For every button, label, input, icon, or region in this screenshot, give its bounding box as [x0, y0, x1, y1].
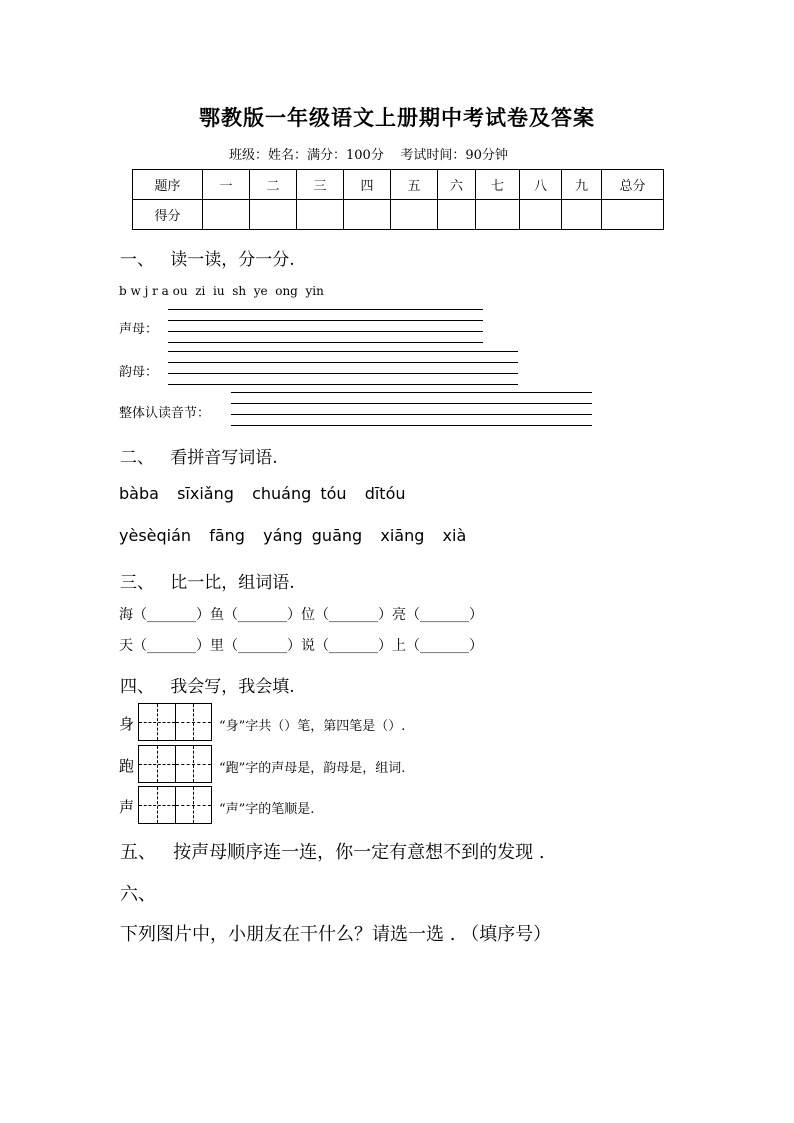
score-cell[interactable] — [203, 200, 250, 230]
shengmu-label: 声母： — [119, 322, 159, 337]
compare-row-2: 天（_______）里（_______）说（_______）上（_______） — [119, 638, 483, 654]
writing-question: “声”字的笔顺是. — [219, 802, 315, 817]
header-cell: 题序 — [133, 170, 203, 200]
answer-line[interactable] — [231, 392, 592, 393]
header-cell: 九 — [562, 170, 602, 200]
pinyin-letters: b w j r a ou zi iu sh ye ong yin — [119, 284, 324, 298]
section-6-question: 下列图片中，小朋友在干什么？请选一选 . （填序号） — [120, 924, 552, 945]
answer-line[interactable] — [231, 425, 592, 426]
section-4-heading: 四、 我会写，我会填. — [120, 677, 295, 697]
score-cell[interactable] — [476, 200, 520, 230]
writing-char: 跑 — [119, 757, 135, 775]
writing-char: 身 — [119, 715, 135, 733]
answer-line[interactable] — [168, 362, 518, 363]
header-cell: 五 — [391, 170, 438, 200]
answer-line[interactable] — [168, 351, 518, 352]
answer-line[interactable] — [168, 320, 483, 321]
page-title: 鄂教版一年级语文上册期中考试卷及答案 — [199, 105, 595, 130]
answer-line[interactable] — [231, 414, 592, 415]
pinyin-line-1: bàba sīxiǎng chuáng tóu dītóu — [119, 484, 406, 503]
header-cell: 八 — [520, 170, 562, 200]
header-cell: 六 — [438, 170, 476, 200]
score-header-row — [133, 170, 664, 200]
score-cell[interactable] — [297, 200, 344, 230]
writing-question: “跑”字的声母是，韵母是，组词. — [219, 761, 406, 776]
score-cell[interactable] — [344, 200, 391, 230]
answer-line[interactable] — [168, 331, 483, 332]
answer-line[interactable] — [168, 384, 518, 385]
header-cell: 二 — [250, 170, 297, 200]
header-cell: 四 — [344, 170, 391, 200]
answer-line[interactable] — [168, 342, 483, 343]
header-cell: 三 — [297, 170, 344, 200]
score-cell[interactable] — [602, 200, 664, 230]
answer-line[interactable] — [168, 373, 518, 374]
answer-line[interactable] — [168, 309, 483, 310]
writing-char: 声 — [119, 798, 135, 816]
section-1-heading: 一、 读一读，分一分. — [120, 250, 295, 270]
compare-row-1: 海（_______）鱼（_______）位（_______）亮（_______） — [119, 607, 483, 623]
answer-line[interactable] — [231, 403, 592, 404]
exam-info: 班级：姓名：满分：100分 考试时间：90分钟 — [229, 148, 508, 163]
score-cell[interactable] — [562, 200, 602, 230]
score-cell[interactable] — [438, 200, 476, 230]
header-cell: 一 — [203, 170, 250, 200]
score-row-label: 得分 — [133, 200, 203, 230]
section-3-heading: 三、 比一比，组词语. — [120, 573, 295, 593]
score-value-row — [133, 200, 664, 230]
score-cell[interactable] — [520, 200, 562, 230]
score-cell[interactable] — [391, 200, 438, 230]
score-cell[interactable] — [250, 200, 297, 230]
header-cell: 七 — [476, 170, 520, 200]
header-cell: 总分 — [602, 170, 664, 200]
writing-grid[interactable] — [138, 786, 212, 824]
zhengti-label: 整体认读音节： — [119, 406, 211, 421]
section-6-heading: 六、 — [120, 884, 156, 905]
score-table — [132, 169, 664, 230]
writing-grid[interactable] — [138, 745, 212, 783]
writing-grid[interactable] — [138, 703, 212, 741]
section-5-heading: 五、 按声母顺序连一连，你一定有意想不到的发现 . — [120, 842, 545, 863]
writing-question: “身”字共（）笔，第四笔是（）. — [219, 719, 406, 734]
pinyin-line-2: yèsèqián fāng yáng guāng xiāng xià — [119, 526, 467, 545]
yunmu-label: 韵母： — [119, 365, 159, 380]
section-2-heading: 二、 看拼音写词语. — [120, 448, 278, 468]
